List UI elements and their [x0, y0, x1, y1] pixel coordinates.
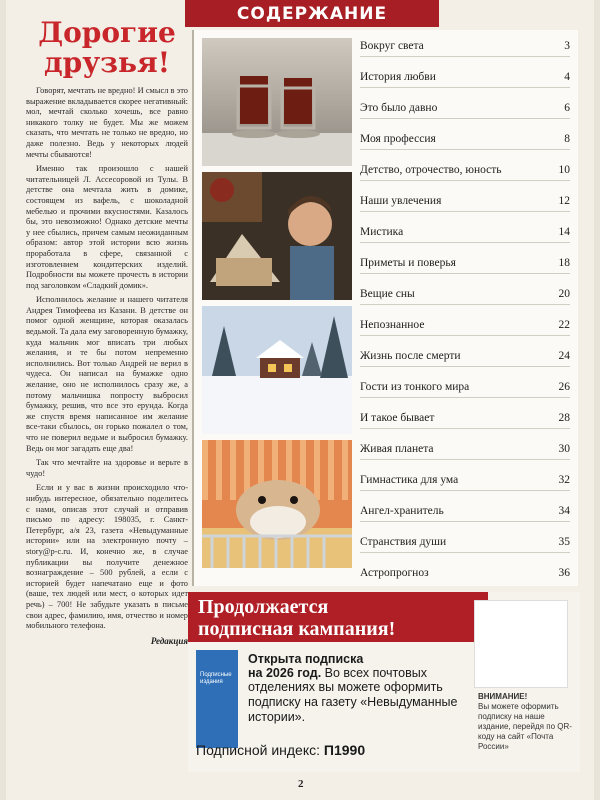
contents-item-page: 8: [564, 133, 570, 145]
contents-item[interactable]: [360, 100, 570, 119]
letter-signature: Редакция: [150, 635, 188, 646]
contents-item-title: Приметы и поверья: [360, 257, 456, 269]
contents-item[interactable]: [360, 69, 570, 88]
contents-item[interactable]: [360, 224, 570, 243]
contents-item[interactable]: [360, 317, 570, 336]
contents-item-page: 35: [558, 536, 570, 548]
contents-item-title: История любви: [360, 71, 436, 83]
table-of-contents: [192, 30, 578, 586]
contents-item-title: Астропрогноз: [360, 567, 429, 579]
contents-item[interactable]: [360, 255, 570, 274]
contents-item-page: 18: [558, 257, 570, 269]
contents-item-title: Вокруг света: [360, 40, 424, 52]
contents-item[interactable]: [360, 193, 570, 212]
photo-boy-gingerbread: [202, 172, 352, 300]
contents-item-title: Живая планета: [360, 443, 434, 455]
subscription-attention: [478, 692, 576, 752]
page-number: 2: [298, 778, 304, 790]
contents-item[interactable]: [360, 565, 570, 583]
subscription-text: отделениях вы можете оформить подписку на газету «Невыдуманные истории».: [248, 680, 458, 724]
subscription-banner: [188, 592, 488, 642]
magazine-page: [6, 0, 594, 800]
contents-item-title: И такое бывает: [360, 412, 435, 424]
subscription-catalog-cover: [196, 650, 238, 748]
contents-item-page: 30: [558, 443, 570, 455]
subscription-title: [248, 652, 468, 680]
catalog-cover-text: Подписные издания: [200, 672, 232, 685]
subscription-title-line1: Открыта подписка: [248, 652, 364, 666]
photo-winter-house: [202, 306, 352, 434]
contents-item-title: Это было давно: [360, 102, 438, 114]
subscription-title-rest: Во всех почтовых: [324, 666, 427, 680]
contents-item[interactable]: [360, 162, 570, 181]
contents-header: СОДЕРЖАНИЕ: [185, 0, 439, 27]
contents-item-page: 20: [558, 288, 570, 300]
contents-item-page: 34: [558, 505, 570, 517]
contents-item-page: 4: [564, 71, 570, 83]
greeting-title: [26, 18, 188, 78]
subscription-banner-line1: Продолжается: [198, 596, 329, 618]
contents-item-title: Непознанное: [360, 319, 425, 331]
subscription-banner-line2: подписная кампания!: [198, 618, 396, 640]
contents-item-page: 28: [558, 412, 570, 424]
contents-item[interactable]: [360, 38, 570, 57]
contents-item-page: 14: [558, 226, 570, 238]
contents-item[interactable]: [360, 286, 570, 305]
contents-item-page: 12: [558, 195, 570, 207]
contents-item[interactable]: [360, 348, 570, 367]
contents-item-title: Странствия души: [360, 536, 447, 548]
photo-tea-glasses: [202, 38, 352, 166]
contents-item-title: Вещие сны: [360, 288, 415, 300]
subscription-index-value: П1990: [323, 742, 366, 758]
editorial-letter: [26, 86, 188, 646]
letter-paragraph: Если и у вас в жизни происходило что-нибудь интересное, обязательно поделитесь с нами, описав этот случай и отправив письмо по адресу: 198035, г. Санкт-Петербург, а/я 23, газета «Невыдуманные истории» или на электронную почту – story@p-c.ru. И, конечно же, в случае публикации вы получите денежное вознаграждение – 500 рублей, а если с историей будет напечатано еще и фото (ваше, тех людей или мест, о которых идет речь) – 700! Не забудьте указать в письме свои адрес, фамилию, имя, отчество и номер мобильного телефона.: [26, 483, 188, 631]
contents-item-page: 6: [564, 102, 570, 114]
contents-item-title: Детство, отрочество, юность: [360, 164, 502, 176]
contents-item-page: 26: [558, 381, 570, 393]
contents-item-page: 32: [558, 474, 570, 486]
contents-item[interactable]: [360, 472, 570, 491]
contents-item-title: Мистика: [360, 226, 404, 238]
contents-item[interactable]: [360, 503, 570, 522]
contents-item-page: 3: [564, 40, 570, 52]
letter-paragraph: Так что мечтайте на здоровье и верьте в чудо!: [26, 458, 188, 478]
contents-item[interactable]: [360, 534, 570, 553]
contents-item[interactable]: [360, 131, 570, 150]
subscription-index-label: Подписной индекс:: [196, 742, 321, 758]
photo-hamster: [202, 440, 352, 568]
contents-item-title: Наши увлечения: [360, 195, 442, 207]
contents-item-page: 10: [558, 164, 570, 176]
letter-paragraph: Именно так произошло с нашей читательницей Л. Ассесоровой из Тулы. В детстве она мечтала жить в домике, состоящем из вафель, с шоколадной мебелью и прочими вкусностями. Казалось бы, это невозможно! Однако детские мечты у нее сбылись, причем самым неожиданным образом: автор этой истории всю жизнь проработала в сфере, связанной с изготовлением кондитерских изделий. Подробности вы можете прочесть в истории под заголовком «Сладкий домик».: [26, 164, 188, 290]
contents-item-page: 36: [558, 567, 570, 579]
contents-item-title: Жизнь после смерти: [360, 350, 461, 362]
contents-item[interactable]: [360, 379, 570, 398]
editorial-column: [26, 18, 188, 773]
contents-item-title: Ангел-хранитель: [360, 505, 444, 517]
contents-item-page: 22: [558, 319, 570, 331]
subscription-index: [196, 742, 365, 758]
contents-item-title: Гимнастика для ума: [360, 474, 459, 486]
contents-item[interactable]: [360, 410, 570, 429]
greeting-line1: Дорогие: [38, 16, 176, 49]
contents-item-page: 24: [558, 350, 570, 362]
letter-paragraph: Говорят, мечтать не вредно! И смысл в это выражение вкладывается скорее негативный: мол, мечтай сколько хочешь, все равно никакого толку не будет. Мы же можем сказать, что мечтать не только не вредно, но даже полезно. Ведь у некоторых людей мечты сбываются!: [26, 86, 188, 159]
attention-title: ВНИМАНИЕ!: [478, 692, 528, 701]
contents-item-title: Гости из тонкого мира: [360, 381, 470, 393]
attention-text: Вы можете оформить подписку на наше издание, перейдя по QR-коду на сайт «Почта России»: [478, 702, 572, 751]
contents-item[interactable]: [360, 441, 570, 460]
subscription-title-line2: на 2026 год.: [248, 666, 322, 680]
letter-paragraph: Исполнилось желание и нашего читателя Андрея Тимофеева из Казани. В детстве он помог одной женщине, которая оказалась ведьмой. Та дала ему заговоренную бумажку, куда мальчик мог вписать три любых желания, и те бы потом непременно исполнились. Вот только Андрей не верил в чудеса. Он написал на бумажке одно желание, оно не исполнилось сразу же, а потому мальчишка попросту выбросил бумажку, решив, что все это ерунда. Когда же спустя время написанное им желание все-таки сбылось, он горько пожалел о том, что не поверил ведьме и выбросил бумажку. Ведь он мог загадать еще два!: [26, 295, 188, 453]
qr-code-area[interactable]: [474, 600, 568, 688]
subscription-block: [188, 592, 580, 772]
contents-item-title: Моя профессия: [360, 133, 436, 145]
greeting-line2: друзья!: [43, 46, 170, 79]
